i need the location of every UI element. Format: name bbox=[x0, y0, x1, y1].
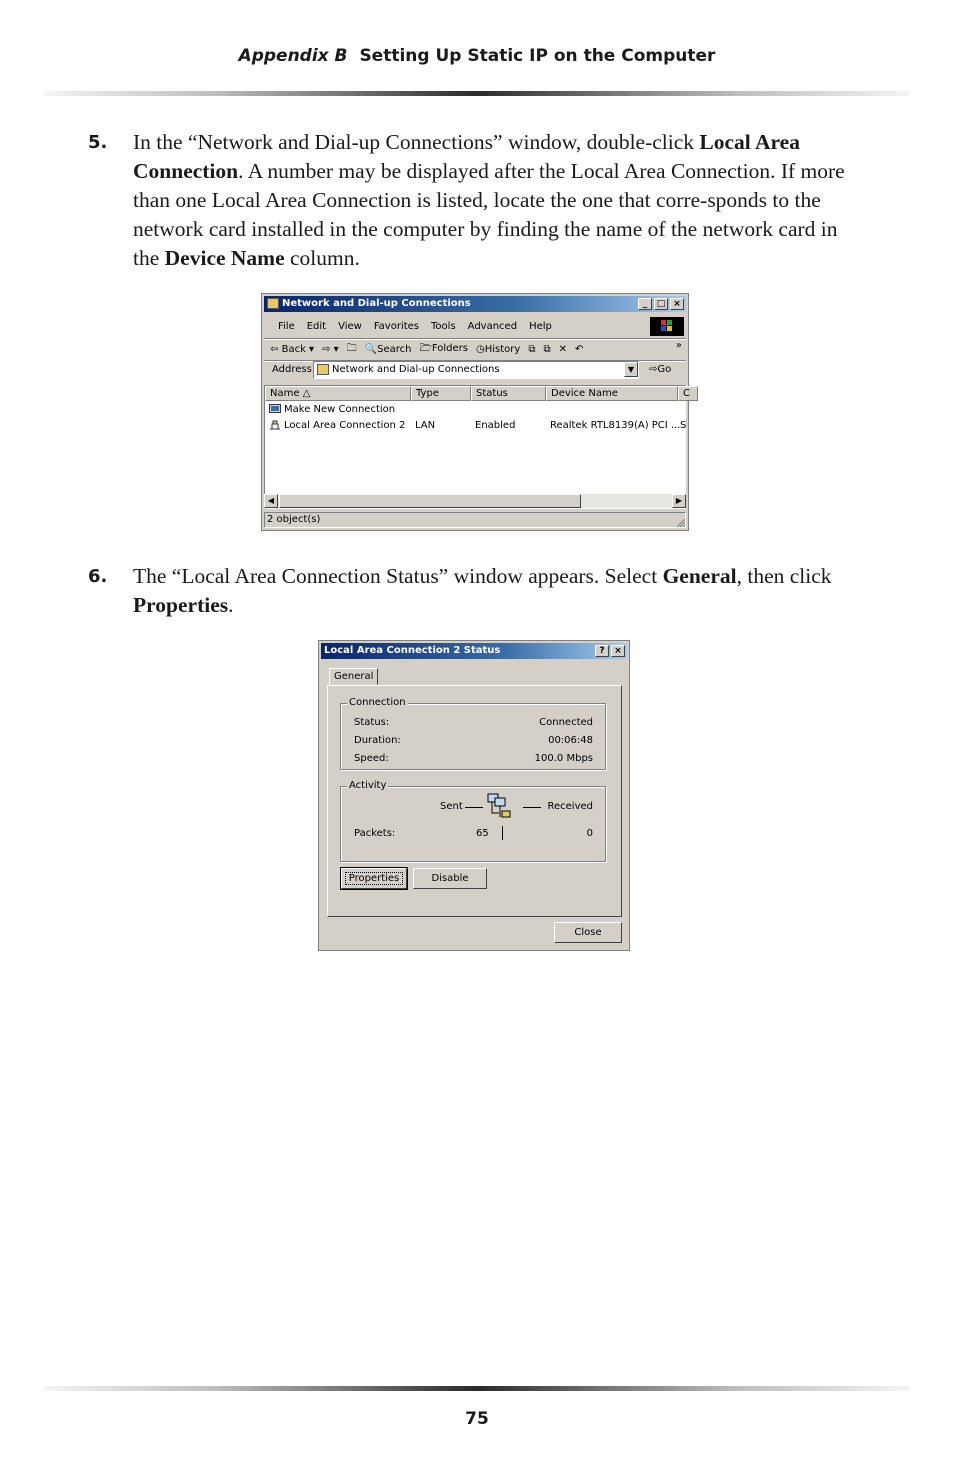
menu-file[interactable]: File bbox=[278, 320, 295, 332]
step-5 bbox=[88, 128, 868, 273]
network-connections-window bbox=[261, 293, 689, 531]
status-bar bbox=[264, 512, 686, 528]
received-line bbox=[523, 807, 541, 808]
horizontal-scrollbar[interactable] bbox=[264, 494, 686, 508]
scrollbar-thumb[interactable] bbox=[279, 494, 581, 508]
duration-value: 00:06:48 bbox=[548, 735, 593, 746]
sent-line bbox=[465, 807, 483, 808]
address-dropdown-button[interactable]: ▼ bbox=[624, 362, 638, 377]
connection-group-label: Connection bbox=[349, 697, 406, 708]
close-dialog-button[interactable]: Close bbox=[554, 922, 622, 943]
disable-button[interactable]: Disable bbox=[413, 868, 487, 889]
menu-view[interactable]: View bbox=[338, 320, 362, 332]
step-number: 5. bbox=[88, 132, 108, 153]
search-button[interactable]: 🔍Search bbox=[364, 343, 412, 355]
network-computers-icon bbox=[487, 791, 519, 821]
row-type: LAN bbox=[415, 420, 436, 431]
forward-button[interactable]: ⇨ ▾ bbox=[322, 343, 339, 355]
copy-to-icon[interactable]: ⧉ bbox=[543, 343, 551, 355]
status-value: Connected bbox=[539, 717, 593, 728]
appendix-label: Appendix B bbox=[238, 46, 348, 66]
search-icon: 🔍 bbox=[364, 343, 378, 355]
step-text: The “Local Area Connection Status” window appears. Select General, then click Properties. bbox=[133, 564, 832, 617]
speed-label: Speed: bbox=[354, 753, 389, 764]
step-number: 6. bbox=[88, 566, 108, 587]
connection-group bbox=[340, 697, 606, 770]
window-title: Local Area Connection 2 Status bbox=[324, 645, 501, 656]
toolbar-chevron-icon[interactable]: » bbox=[675, 340, 682, 351]
header-title: Setting Up Static IP on the Computer bbox=[359, 46, 716, 66]
toolbar bbox=[264, 338, 686, 360]
window-titlebar bbox=[264, 296, 686, 312]
lan-connection-icon bbox=[269, 420, 281, 431]
row-device-name: Realtek RTL8139(A) PCI ... bbox=[550, 420, 681, 431]
resize-grip-icon[interactable] bbox=[674, 516, 686, 528]
col-header-status[interactable]: Status bbox=[471, 386, 546, 401]
status-label: Status: bbox=[354, 717, 390, 728]
step-6 bbox=[88, 562, 868, 620]
windows-logo-icon bbox=[650, 317, 684, 336]
sent-label: Sent bbox=[440, 801, 463, 812]
received-label: Received bbox=[547, 801, 593, 812]
properties-button[interactable]: Properties bbox=[341, 868, 407, 889]
help-button[interactable]: ? bbox=[595, 645, 609, 657]
undo-icon[interactable]: ↶ bbox=[574, 343, 584, 355]
scroll-left-icon[interactable]: ◀ bbox=[264, 494, 278, 508]
history-icon: ◷ bbox=[476, 343, 485, 355]
packets-sent-value: 65 bbox=[476, 828, 489, 839]
connection-status-window bbox=[318, 640, 630, 951]
row-name: Local Area Connection 2 bbox=[284, 420, 406, 431]
address-input[interactable] bbox=[313, 361, 639, 379]
close-button[interactable]: × bbox=[670, 298, 684, 310]
forward-arrow-icon: ⇨ bbox=[322, 343, 331, 355]
window-titlebar bbox=[321, 643, 627, 659]
address-value: Network and Dial-up Connections bbox=[332, 364, 500, 375]
delete-icon[interactable]: ✕ bbox=[558, 343, 567, 355]
menu-bar bbox=[264, 315, 686, 337]
activity-group-label: Activity bbox=[349, 780, 387, 791]
connections-list bbox=[264, 385, 690, 509]
go-button[interactable]: ⇨Go bbox=[649, 364, 672, 375]
address-label: Address bbox=[272, 364, 312, 375]
sort-ascending-icon: △ bbox=[302, 388, 311, 399]
step-text: In the “Network and Dial-up Connections” window, double-click Local Area Connection. A number may be displayed after the Local Area Connection. If more than one Local Area Connection is listed, locate the one that corre-sponds to the network card installed in the computer by finding the name of the network card in the Device Name column. bbox=[133, 130, 845, 270]
packets-received-value: 0 bbox=[586, 828, 593, 839]
window-title: Network and Dial-up Connections bbox=[282, 298, 471, 309]
folders-icon: 🗁 bbox=[419, 342, 432, 354]
duration-label: Duration: bbox=[354, 735, 401, 746]
move-to-icon[interactable]: ⧉ bbox=[528, 343, 536, 355]
packets-label: Packets: bbox=[354, 828, 396, 839]
activity-group bbox=[340, 780, 606, 862]
row-status: Enabled bbox=[475, 420, 516, 431]
new-connection-icon bbox=[269, 404, 281, 415]
row-name: Make New Connection bbox=[284, 404, 396, 415]
folder-icon bbox=[267, 298, 279, 309]
menu-favorites[interactable]: Favorites bbox=[373, 320, 420, 332]
minimize-button[interactable]: _ bbox=[638, 298, 652, 310]
col-header-type[interactable]: Type bbox=[411, 386, 471, 401]
footer-rule bbox=[44, 1386, 910, 1391]
list-item[interactable] bbox=[265, 419, 685, 434]
back-button[interactable]: ⇦ Back ▾ bbox=[270, 343, 315, 355]
menu-help[interactable]: Help bbox=[529, 320, 552, 332]
row-extra: S bbox=[680, 420, 687, 431]
tab-general[interactable]: General bbox=[329, 668, 378, 685]
menu-edit[interactable]: Edit bbox=[306, 320, 327, 332]
header-rule bbox=[44, 91, 910, 96]
general-tab-panel bbox=[327, 685, 622, 917]
back-arrow-icon: ⇦ bbox=[270, 343, 279, 355]
folders-button[interactable]: 🗁Folders bbox=[419, 342, 468, 354]
object-count: 2 object(s) bbox=[267, 514, 321, 525]
col-header-extra[interactable]: C bbox=[678, 386, 698, 401]
up-folder-icon[interactable]: 🗀 bbox=[346, 342, 357, 354]
maximize-button[interactable]: □ bbox=[654, 298, 668, 310]
menu-tools[interactable]: Tools bbox=[431, 320, 456, 332]
col-header-device-name[interactable]: Device Name bbox=[546, 386, 678, 401]
scroll-right-icon[interactable]: ▶ bbox=[672, 494, 686, 508]
menu-advanced[interactable]: Advanced bbox=[467, 320, 518, 332]
network-folder-icon bbox=[317, 364, 329, 375]
close-button[interactable]: × bbox=[611, 645, 625, 657]
speed-value: 100.0 Mbps bbox=[534, 753, 593, 764]
packets-divider bbox=[502, 826, 503, 840]
col-header-name[interactable]: Name △ bbox=[265, 386, 411, 401]
page-number: 75 bbox=[465, 1409, 489, 1429]
go-arrow-icon: ⇨ bbox=[649, 364, 658, 375]
list-item[interactable] bbox=[265, 403, 685, 418]
history-button[interactable]: ◷History bbox=[476, 343, 521, 355]
page-header bbox=[0, 46, 954, 66]
